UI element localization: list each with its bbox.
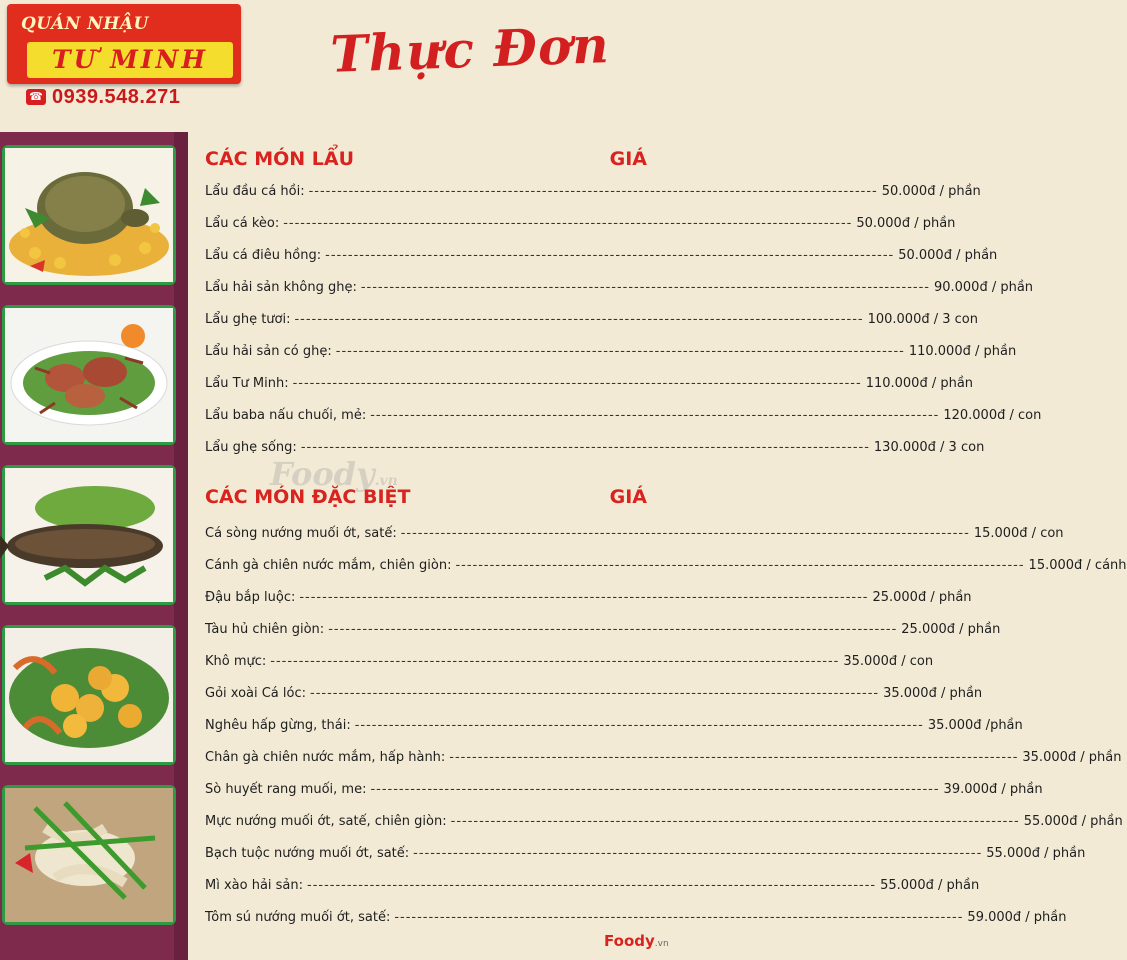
menu-item-price: 110.000đ / phần [908,343,1017,359]
watermark-suffix: .vn [374,473,398,489]
menu-item-name: Lẩu baba nấu chuối, mẻ: [205,407,367,423]
food-photo-crab [2,305,176,445]
menu-item [205,619,1001,639]
menu-item [205,523,1064,543]
menu-item-name: Mì xào hải sản: [205,877,304,893]
menu-item-name: Cánh gà chiên nước mắm, chiên giòn: [205,557,452,573]
menu-item-name: Mực nướng muối ớt, satế, chiên giòn: [205,813,447,829]
menu-item-price: 35.000đ /phần [927,717,1023,733]
leader-dots [361,280,930,295]
menu-item-price: 55.000đ / phần [1023,813,1123,829]
menu-item-price: 55.000đ / phần [986,845,1086,861]
menu-item [205,587,972,607]
menu-title: Thực Đơn [329,15,611,84]
menu-item-price: 90.000đ / phần [933,279,1034,295]
menu-item [205,405,1042,425]
menu-item-name: Lẩu hải sản có ghẹ: [205,343,332,359]
phone-icon: ☎ [26,89,46,105]
menu-item-price: 39.000đ / phần [943,781,1043,797]
leader-dots [401,526,970,541]
leader-dots [394,910,963,925]
menu-item-name: Lẩu ghẹ sống: [205,439,297,455]
leader-dots [449,750,1018,765]
section-hotpot-price-heading: GIÁ [609,148,647,170]
menu-item-price: 130.000đ / 3 con [873,439,985,455]
menu-item-name: Lẩu hải sản không ghẹ: [205,279,357,295]
menu-item-price: 50.000đ / phần [856,215,956,231]
menu-item [205,555,1127,575]
menu-item-name: Gỏi xoài Cá lóc: [205,685,306,701]
menu-item-name: Sò huyết rang muối, me: [205,781,367,797]
food-photo-turtle [2,145,176,285]
menu-item-name: Đậu bắp luộc: [205,589,296,605]
leader-dots [299,590,868,605]
menu-item-name: Tôm sú nướng muối ớt, satế: [205,909,391,925]
menu-item [205,747,1122,767]
foody-logo [604,932,669,950]
leader-dots [455,558,1024,573]
watermark-main: Foody [270,455,375,493]
menu-item [205,843,1086,863]
menu-item-name: Lẩu cá điêu hồng: [205,247,322,263]
menu-item [205,907,1067,927]
section-special-header [205,486,647,508]
shop-name-line2: TƯ MINH [52,45,208,74]
menu-item-price: 15.000đ / cánh [1028,557,1127,573]
menu-item [205,651,934,671]
menu-item [205,213,956,233]
menu-item [205,811,1123,831]
food-photo-chicken-feet [2,785,176,925]
menu-item-price: 50.000đ / phần [898,247,998,263]
menu-item [205,715,1023,735]
leader-dots [370,408,939,423]
menu-item-price: 35.000đ / phần [883,685,983,701]
foody-logo-main: Foody [604,932,655,950]
menu-item-price: 35.000đ / con [843,653,934,669]
menu-item-name: Lẩu Tư Minh: [205,375,289,391]
menu-item-name: Tàu hủ chiên giòn: [205,621,325,637]
menu-item-name: Lẩu đầu cá hồi: [205,183,305,199]
menu-item-price: 59.000đ / phần [967,909,1067,925]
leader-dots [336,344,905,359]
leader-dots [307,878,876,893]
turtle-dish-image [5,148,173,282]
menu-item [205,373,974,393]
shop-logo [7,4,241,84]
food-photo-grilled-fish [2,465,176,605]
section-hotpot-title: CÁC MÓN LẨU [205,148,355,170]
menu-item-price: 25.000đ / phần [901,621,1001,637]
menu-item-price: 55.000đ / phần [880,877,980,893]
leader-dots [328,622,897,637]
menu-item [205,309,978,329]
menu-item-name: Cá sòng nướng muối ớt, satế: [205,525,397,541]
menu-item-price: 35.000đ / phần [1022,749,1122,765]
leader-dots [309,184,878,199]
menu-item-price: 50.000đ / phần [881,183,981,199]
menu-item-name: Chân gà chiên nước mắm, hấp hành: [205,749,446,765]
food-photo-squid [2,625,176,765]
leader-dots [293,376,862,391]
leader-dots [355,718,924,733]
menu-item [205,341,1017,361]
menu-item [205,779,1043,799]
leader-dots [283,216,852,231]
menu-item-price: 25.000đ / phần [872,589,972,605]
leader-dots [370,782,939,797]
menu-item [205,683,983,703]
menu-item [205,437,985,457]
menu-item-name: Nghêu hấp gừng, thái: [205,717,351,733]
menu-item [205,277,1034,297]
fried-squid-image [5,628,173,762]
menu-item-price: 110.000đ / phần [865,375,974,391]
menu-item-name: Lẩu cá kèo: [205,215,280,231]
menu-item [205,245,998,265]
menu-item-name: Lẩu ghẹ tươi: [205,311,291,327]
phone-number: 0939.548.271 [52,85,181,108]
grilled-fish-image [5,468,173,602]
foody-logo-suffix: .vn [654,939,669,949]
menu-item-name: Khô mực: [205,653,267,669]
menu-item-price: 100.000đ / 3 con [867,311,978,327]
section-hotpot-header [205,148,647,170]
chicken-feet-image [5,788,173,922]
shop-name-line1: QUÁN NHẬU [21,14,149,34]
leader-dots [310,686,879,701]
menu-item-name: Bạch tuộc nướng muối ớt, satế: [205,845,410,861]
leader-dots [325,248,894,263]
phone-contact [26,86,180,108]
section-special-title: CÁC MÓN ĐẶC BIỆT [205,486,411,508]
leader-dots [301,440,870,455]
leader-dots [413,846,982,861]
menu-item-price: 120.000đ / con [943,407,1042,423]
menu-item [205,181,981,201]
leader-dots [294,312,863,327]
shop-name-plate [27,42,233,78]
section-special-price-heading: GIÁ [609,486,647,508]
leader-dots [451,814,1020,829]
crab-dish-image [5,308,173,442]
menu-item [205,875,980,895]
menu-item-price: 15.000đ / con [973,525,1064,541]
leader-dots [270,654,839,669]
